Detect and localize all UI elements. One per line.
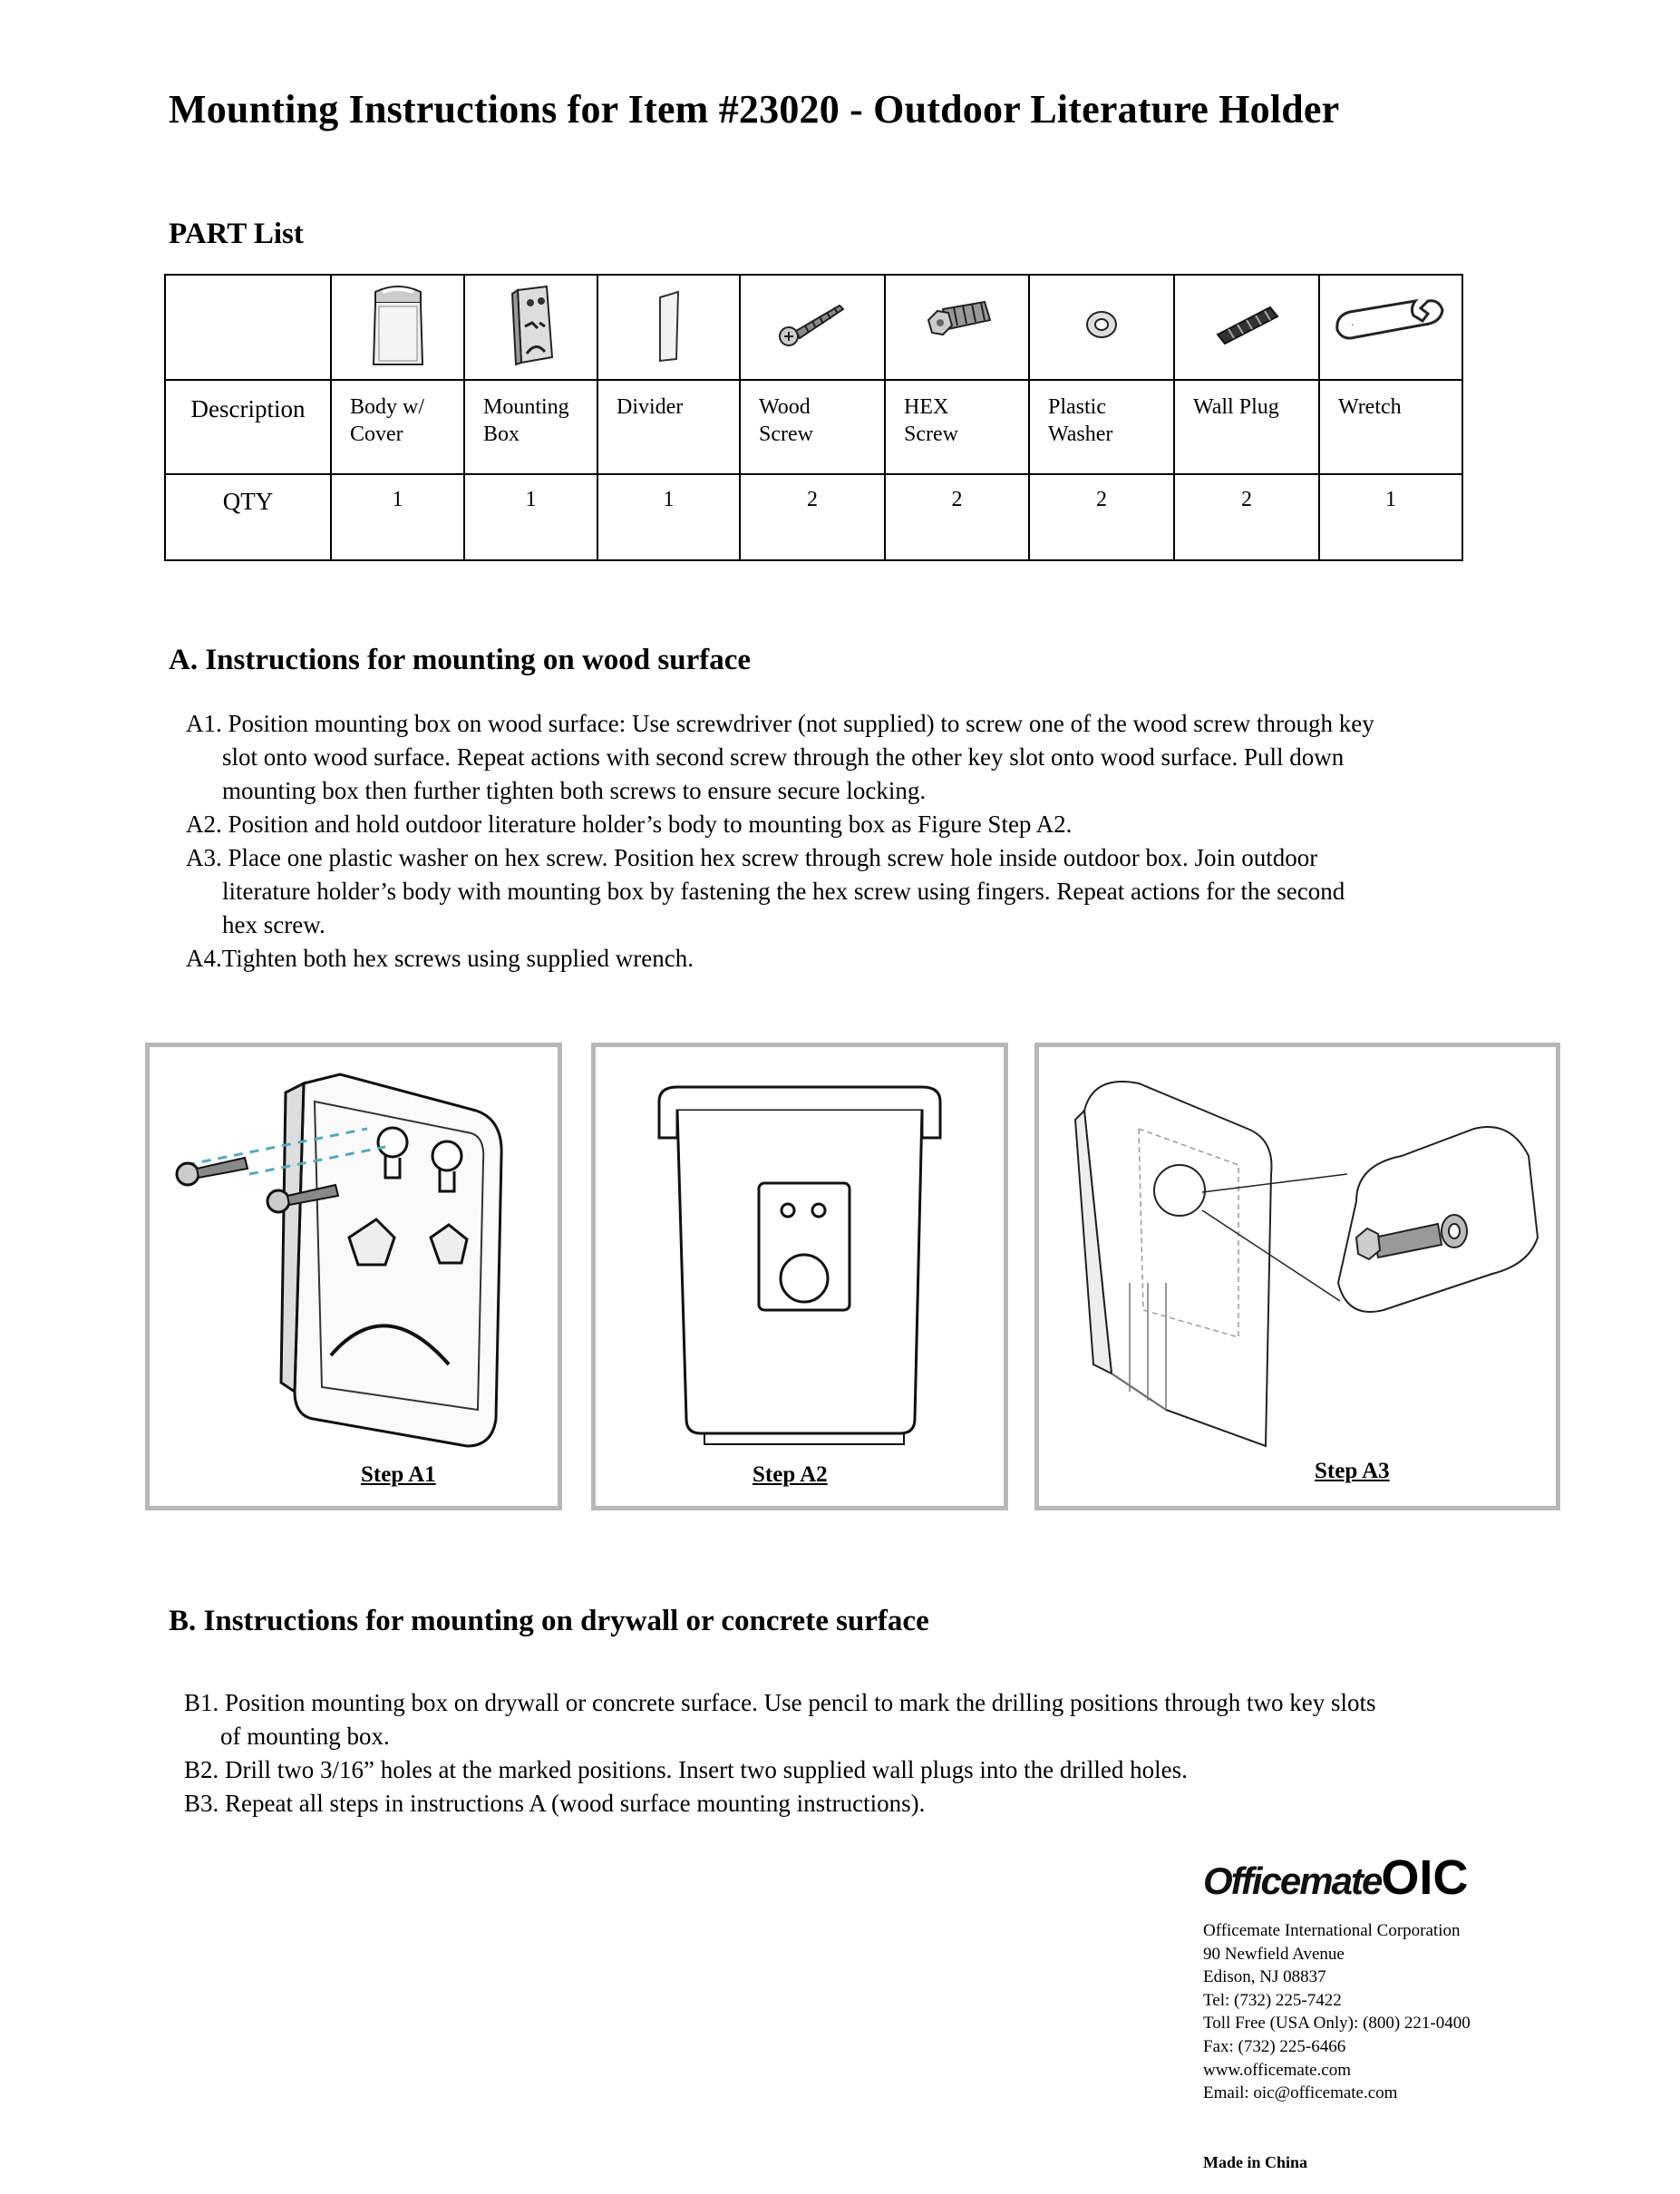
- step-a3-text: A3. Place one plastic washer on hex screw. Position hex screw through screw hole inside outdoor box. Join outdoor: [186, 844, 1318, 871]
- part-qty: 1: [331, 474, 464, 560]
- step-a1-caption: Step A1: [361, 1462, 436, 1487]
- parts-image-row: [165, 275, 1462, 380]
- figure-step-a2: [591, 1043, 1008, 1510]
- step-a1-text: mounting box then further tighten both screws to ensure secure locking.: [222, 777, 927, 804]
- company-toll-free: Toll Free (USA Only): (800) 221-0400: [1203, 2014, 1471, 2034]
- section-a-heading: A. Instructions for mounting on wood surface: [169, 644, 752, 676]
- part-name: Body w/ Cover: [331, 380, 464, 474]
- mounting-box-icon: [464, 275, 597, 380]
- company-web: www.officemate.com: [1203, 2060, 1352, 2080]
- company-tel: Tel: (732) 225-7422: [1203, 1990, 1342, 2010]
- parts-description-row: [165, 380, 1462, 474]
- step-a2-text: A2. Position and hold outdoor literature holder’s body to mounting box as Figure Step A2.: [186, 811, 1073, 838]
- part-qty: 1: [1319, 474, 1462, 560]
- qty-label: QTY: [165, 474, 331, 560]
- part-name: Divider: [597, 380, 740, 474]
- step-a2-caption: Step A2: [753, 1462, 828, 1487]
- part-qty: 2: [1029, 474, 1174, 560]
- plastic-washer-icon: [1029, 275, 1174, 380]
- part-name: Wood Screw: [740, 380, 885, 474]
- mounting-box-illustration: [159, 1056, 549, 1455]
- step-a4-text: A4.Tighten both hex screws using supplied wrench.: [186, 945, 694, 972]
- body-cover-icon: [331, 275, 464, 380]
- company-fax: Fax: (732) 225-6466: [1203, 2036, 1346, 2056]
- parts-heading: PART List: [169, 218, 304, 250]
- section-b-heading: B. Instructions for mounting on drywall or concrete surface: [169, 1605, 929, 1637]
- made-in-label: Made in China: [1203, 2153, 1308, 2171]
- section-b-instructions: [184, 1686, 1376, 1820]
- step-a3-text: literature holder’s body with mounting box by fastening the hex screw using fingers. Repeat actions for the second: [222, 878, 1345, 905]
- part-qty: 2: [885, 474, 1029, 560]
- step-b1-text: of mounting box.: [220, 1723, 390, 1750]
- parts-qty-row: [165, 474, 1462, 560]
- company-name: Officemate International Corporation: [1203, 1921, 1461, 1940]
- part-name: Plastic Washer: [1029, 380, 1174, 474]
- wood-screw-icon: [740, 275, 885, 380]
- step-a1-text: slot onto wood surface. Repeat actions with second screw through the other key slot onto wood surface. Pull down: [222, 743, 1345, 771]
- step-a3-text: hex screw.: [222, 911, 325, 938]
- page-title: Mounting Instructions for Item #23020 - Outdoor Literature Holder: [169, 87, 1340, 131]
- hex-screw-icon: [885, 275, 1029, 380]
- company-logo: OfficemateOIC: [1203, 1850, 1469, 1905]
- literature-holder-illustration: [650, 1083, 958, 1446]
- figure-step-a1: [145, 1043, 562, 1510]
- part-name: Wall Plug: [1174, 380, 1319, 474]
- company-street: 90 Newfield Avenue: [1203, 1944, 1345, 1964]
- step-a3-caption: Step A3: [1315, 1459, 1390, 1483]
- company-email: Email: oic@officemate.com: [1203, 2083, 1398, 2103]
- figure-step-a3: [1034, 1043, 1560, 1510]
- step-b2-text: B2. Drill two 3/16” holes at the marked positions. Insert two supplied wall plugs into the drilled holes.: [184, 1756, 1188, 1783]
- part-qty: 1: [597, 474, 740, 560]
- part-name: HEX Screw: [885, 380, 1029, 474]
- wrench-icon: [1319, 275, 1462, 380]
- description-label: Description: [165, 380, 331, 474]
- step-b3-text: B3. Repeat all steps in instructions A (wood surface mounting instructions).: [184, 1790, 926, 1817]
- empty-cell: [165, 275, 331, 380]
- step-a1-text: A1. Position mounting box on wood surface: Use screwdriver (not supplied) to screw one of the wood screw through key: [186, 710, 1374, 737]
- assembly-illustration: [1057, 1065, 1547, 1455]
- section-a-instructions: [186, 707, 1374, 976]
- wall-plug-icon: [1174, 275, 1319, 380]
- part-qty: 1: [464, 474, 597, 560]
- divider-icon: [597, 275, 740, 380]
- company-address: [1203, 1919, 1471, 2105]
- part-name: Mounting Box: [464, 380, 597, 474]
- step-b1-text: B1. Position mounting box on drywall or concrete surface. Use pencil to mark the drilling positions through two key slots: [184, 1689, 1376, 1716]
- part-qty: 2: [740, 474, 885, 560]
- parts-table: [164, 274, 1463, 561]
- part-qty: 2: [1174, 474, 1319, 560]
- company-city: Edison, NJ 08837: [1203, 1967, 1326, 1987]
- part-name: Wretch: [1319, 380, 1462, 474]
